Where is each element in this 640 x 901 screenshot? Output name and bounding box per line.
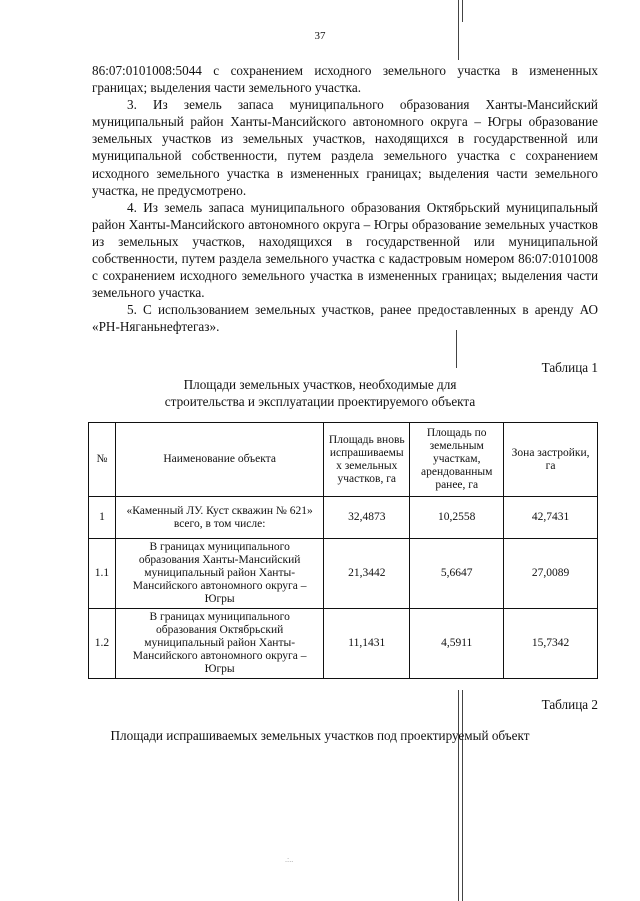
table-row xyxy=(89,497,598,539)
row-name: В границах муниципального образования Октябрьский муниципальный район Ханты-Мансийского автономного округа – Югры xyxy=(115,609,323,679)
scan-mark-bottom xyxy=(458,690,459,901)
row-zone: 42,7431 xyxy=(504,497,598,539)
row-zone: 27,0089 xyxy=(504,539,598,609)
row-requested: 21,3442 xyxy=(324,539,410,609)
table1-caption: Таблица 1 xyxy=(541,360,598,375)
row-num: 1.1 xyxy=(89,539,116,609)
row-leased: 5,6647 xyxy=(410,539,504,609)
row-num: 1.2 xyxy=(89,609,116,679)
scan-noise: .:.. xyxy=(285,855,294,864)
scan-mark-bottom-2 xyxy=(462,690,463,901)
paragraph-continued: 86:07:0101008:5044 с сохранением исходного земельного участка в измененных границах; выделения части земельного участка. xyxy=(92,63,598,96)
scan-mark-top-2 xyxy=(462,0,463,22)
table-row xyxy=(89,539,598,609)
header-zone: Зона застройки, га xyxy=(504,423,598,497)
header-requested: Площадь вновь испрашиваемы х земельных участков, га xyxy=(324,423,410,497)
paragraph-5: 5. С использованием земельных участков, ранее предоставленных в аренду АО «РН-Няганьнефтегаз». xyxy=(92,302,598,335)
table2-caption: Таблица 2 xyxy=(541,697,598,712)
row-leased: 10,2558 xyxy=(410,497,504,539)
row-requested: 32,4873 xyxy=(324,497,410,539)
header-name: Наименование объекта xyxy=(115,423,323,497)
row-leased: 4,5911 xyxy=(410,609,504,679)
header-num: № xyxy=(89,423,116,497)
table-header-row xyxy=(89,423,598,497)
table2-title: Площади испрашиваемых земельных участков под проектируемый объект xyxy=(110,728,530,743)
row-num: 1 xyxy=(89,497,116,539)
table1-title-line1: Площади земельных участков, необходимые для xyxy=(183,377,457,392)
body-text xyxy=(92,62,598,336)
page-number: 37 xyxy=(314,30,326,42)
table1-title-line2: строительства и эксплуатации проектируемого объекта xyxy=(164,394,476,409)
paragraph-3: 3. Из земель запаса муниципального образования Ханты-Мансийский муниципальный район Ханты-Мансийского автономного округа – Югры образование земельных участков из земельных участков, находящихся в государственной или муниципальной собственности, путем раздела земельного участка с сохранением исходного земельного участка в измененных границах; выделения части земельного участка, не предусмотрено. xyxy=(92,97,598,198)
paragraph-4: 4. Из земель запаса муниципального образования Октябрьский муниципальный район Ханты-Мансийского автономного округа – Югры образование земельных участков из земельных участков, находящихся в государственной или муниципальной собственности, путем раздела земельного участка с кадастровым номером 86:07:0101008 с сохранением исходного земельного участка в измененных границах; выделения части земельного участка. xyxy=(92,199,598,301)
row-name-sub: всего, в том числе: xyxy=(173,517,266,530)
row-requested: 11,1431 xyxy=(324,609,410,679)
table-row xyxy=(89,609,598,679)
row-zone: 15,7342 xyxy=(504,609,598,679)
row-name xyxy=(115,497,323,539)
table1-title xyxy=(0,376,640,410)
scan-mark-mid xyxy=(456,330,457,368)
land-area-table xyxy=(88,422,598,679)
row-name-main: «Каменный ЛУ. Куст скважин № 621» xyxy=(126,504,313,517)
row-name: В границах муниципального образования Ханты-Мансийский муниципальный район Ханты-Мансийского автономного округа – Югры xyxy=(115,539,323,609)
header-leased: Площадь по земельным участкам, арендованным ранее, га xyxy=(410,423,504,497)
